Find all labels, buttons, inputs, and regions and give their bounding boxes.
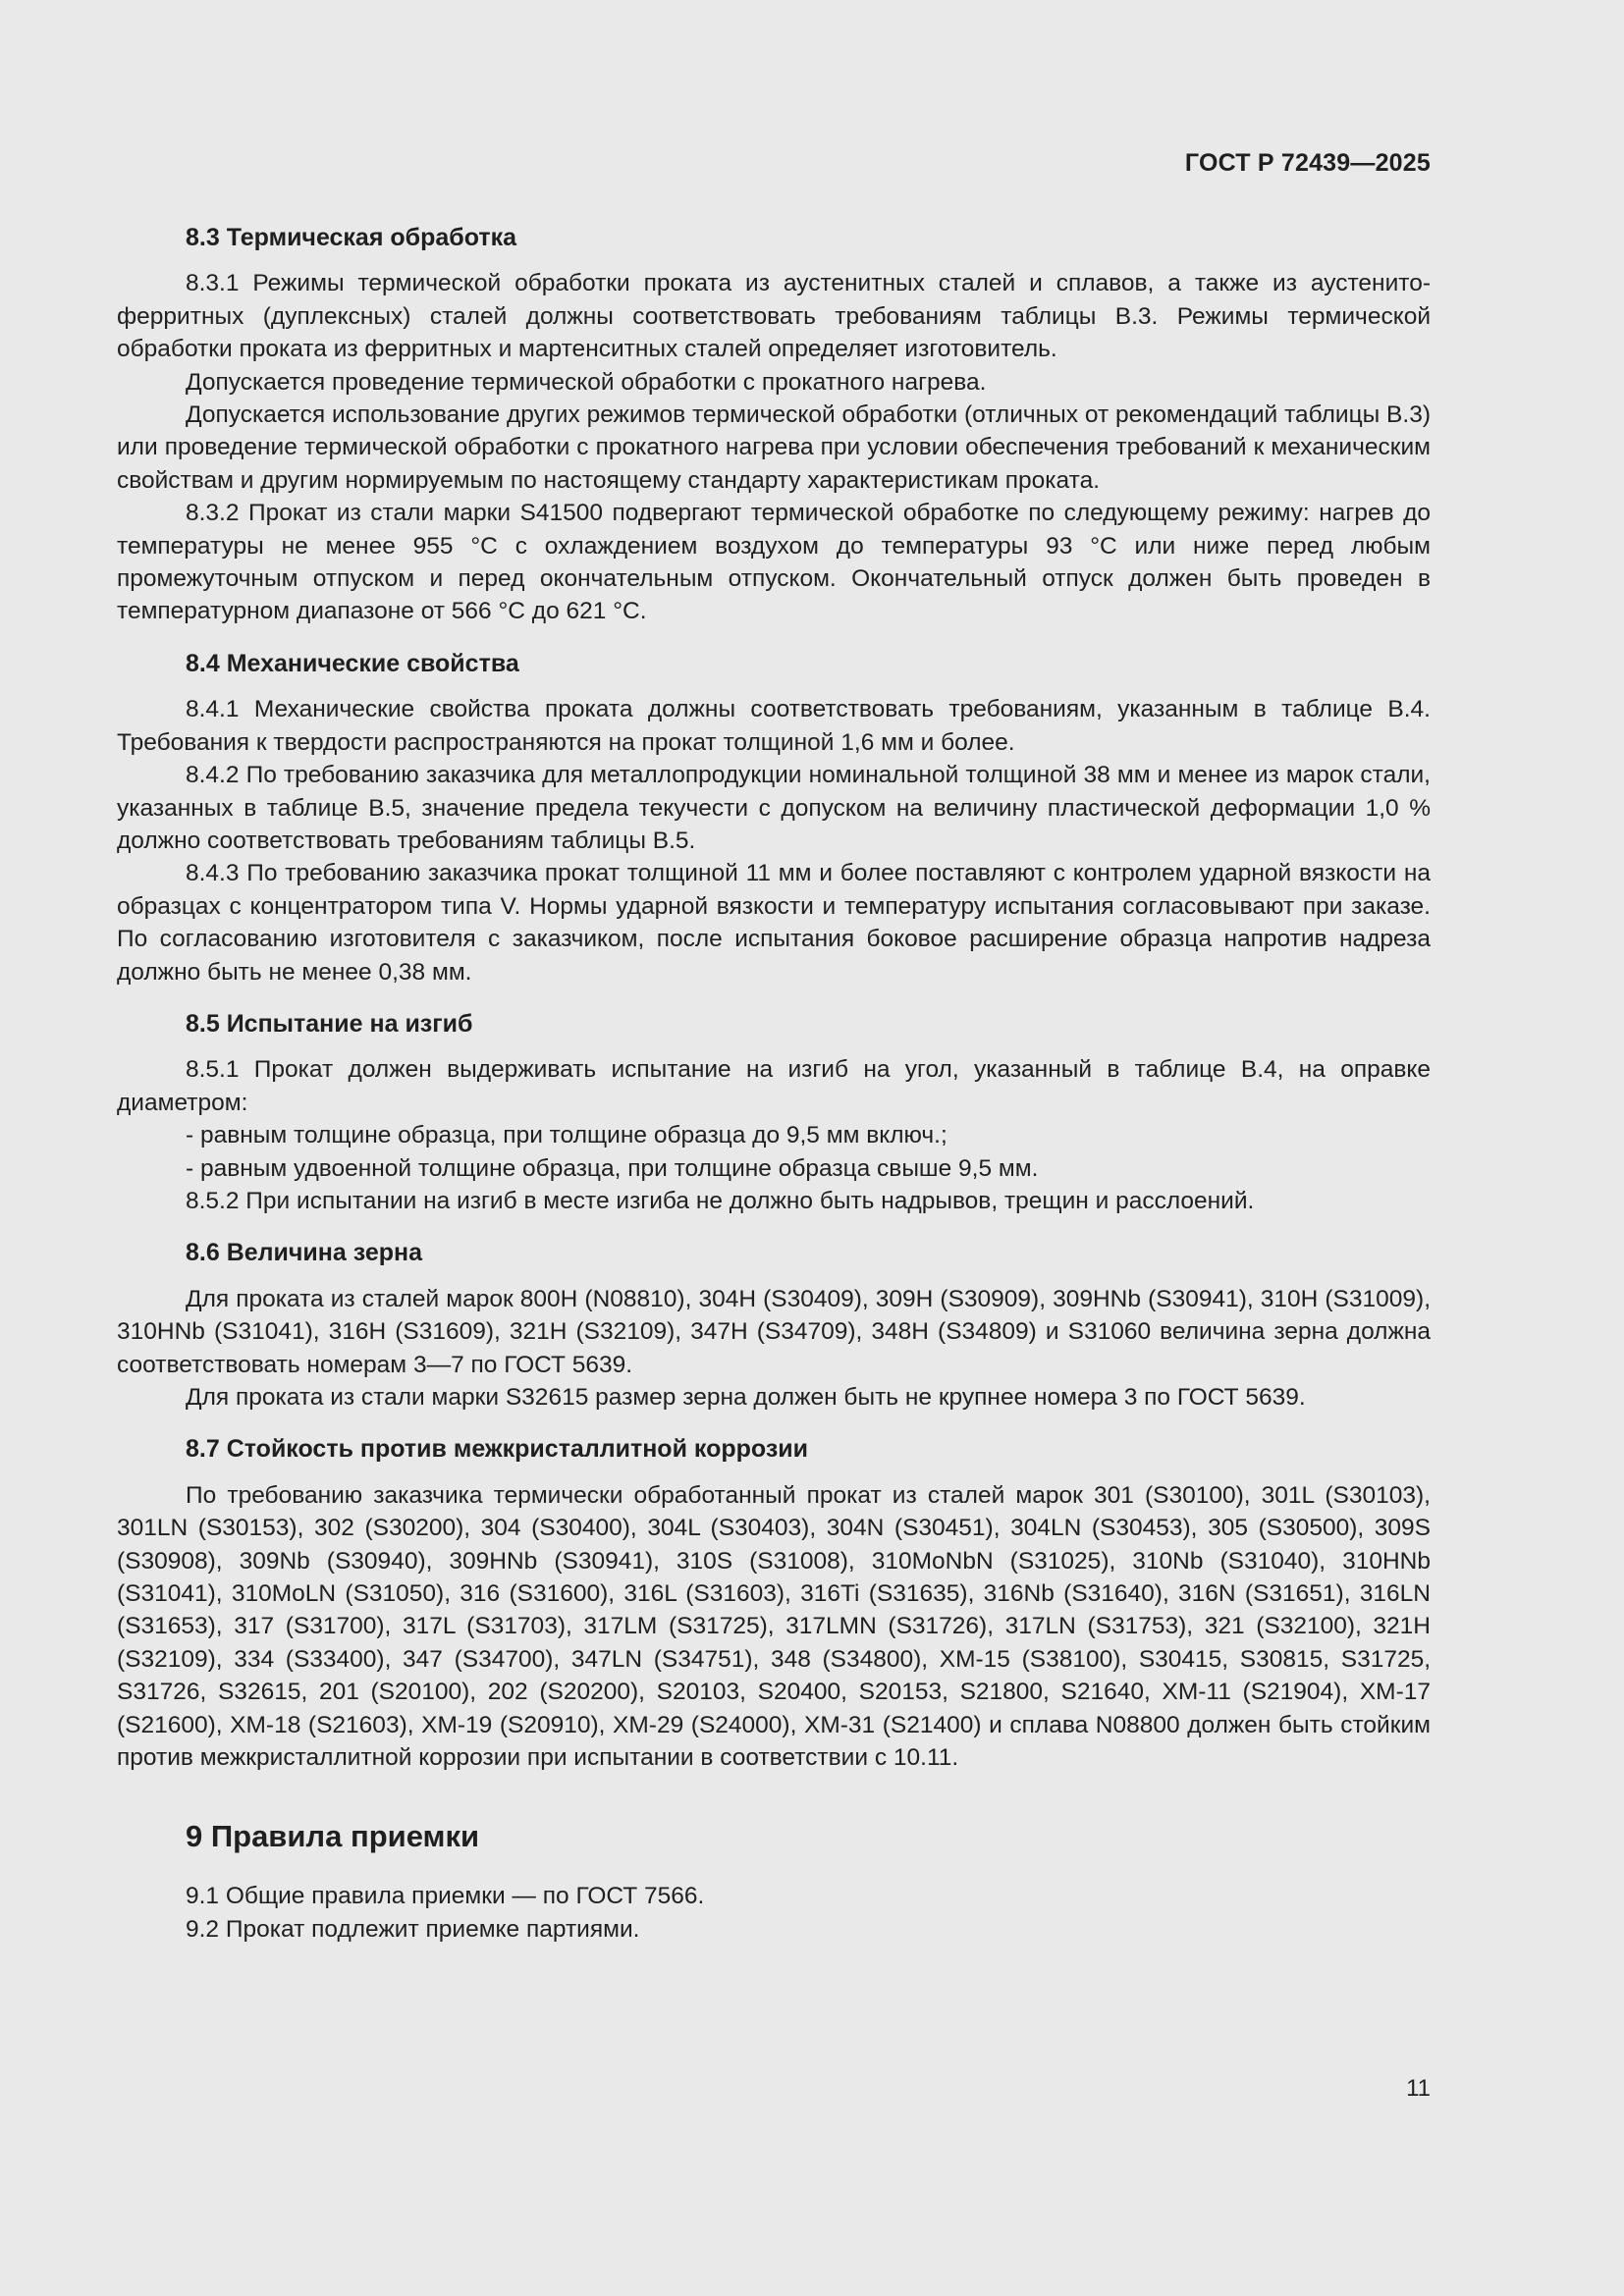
section-heading: 8.6 Величина зерна	[186, 1239, 423, 1267]
paragraph: 8.5.2 При испытании на изгиб в месте изгиба не должно быть надрывов, трещин и расслоений.	[186, 1187, 1255, 1214]
list-item: - равным удвоенной толщине образца, при толщине образца свыше 9,5 мм.	[186, 1154, 1039, 1182]
section-8-4	[117, 648, 1431, 988]
section-8-7	[117, 1433, 1431, 1774]
paragraph: 8.5.1 Прокат должен выдерживать испытание на изгиб на угол, указанный в таблице В.4, на оправке диаметром:	[117, 1056, 1431, 1116]
section-8-5	[117, 1008, 1431, 1217]
paragraph: 9.1 Общие правила приемки — по ГОСТ 7566.	[186, 1883, 705, 1910]
document-page	[117, 0, 1431, 2296]
paragraph: Для проката из стали марки S32615 размер зерна должен быть не крупнее номера 3 по ГОСТ 5639.	[186, 1384, 1306, 1411]
page-number: 11	[1406, 2075, 1431, 2102]
list-item: - равным толщине образца, при толщине образца до 9,5 мм включ.;	[186, 1122, 947, 1149]
paragraph: 8.4.3 По требованию заказчика прокат толщиной 11 мм и более поставляют с контролем ударной вязкости на образцах с концентратором типа V. Нормы ударной вязкости и температуру испытания согласовывают при заказе. По согласованию изготовителя с заказчиком, после испытания боковое расширение образца напротив надреза должно быть не менее 0,38 мм.	[117, 860, 1431, 986]
section-8-3	[117, 222, 1431, 628]
paragraph: Допускается проведение термической обработки с прокатного нагрева.	[186, 368, 987, 396]
section-heading: 8.4 Механические свойства	[186, 649, 519, 677]
paragraph: 8.4.1 Механические свойства проката должны соответствовать требованиям, указанным в таблице В.4. Требования к твердости распространяются на прокат толщиной 1,6 мм и более.	[117, 696, 1431, 756]
paragraph: 8.3.1 Режимы термической обработки проката из аустенитных сталей и сплавов, а также из аустенито-ферритных (дуплексных) сталей должны соответствовать требованиям таблицы В.3. Режимы термической обработки проката из ферритных и мартенситных сталей определяет изготовитель.	[117, 270, 1431, 363]
section-8-6	[117, 1237, 1431, 1414]
paragraph: По требованию заказчика термически обработанный прокат из сталей марок 301 (S30100), 301L (S30103), 301LN (S30153), 302 (S30200), 304 (S30400), 304L (S30403), 304N (S30451), 304LN (S30453), 305 (S30500), 309S (S30908), 309Nb (S30940), 309HNb (S30941), 310S (S31008), 310MoNbN (S31025), 310Nb (S31040), 310HNb (S31041), 310MoLN (S31050), 316 (S31600), 316L (S31603), 316Ti (S31635), 316Nb (S31640), 316N (S31651), 316LN (S31653), 317 (S31700), 317L (S31703), 317LM (S31725), 317LMN (S31726), 317LN (S31753), 321 (S32100), 321Н (S32109), 334 (S33400), 347 (S34700), 347LN (S34751), 348 (S34800), ХМ-15 (S38100), S30415, S30815, S31725, S31726, S32615, 201 (S20100), 202 (S20200), S20103, S20400, S20153, S21800, S21640, ХМ-11 (S21904), ХМ-17 (S21600), ХМ-18 (S21603), ХМ-19 (S20910), ХМ-29 (S24000), ХМ-31 (S21400) и сплава N08800 должен быть стойким против межкристаллитной коррозии при испытании в соответствии с 10.11.	[117, 1481, 1431, 1772]
section-heading: 8.7 Стойкость против межкристаллитной коррозии	[186, 1435, 808, 1464]
paragraph: Для проката из сталей марок 800Н (N08810), 304Н (S30409), 309Н (S30909), 309HNb (S30941), 310Н (S31009), 310HNb (S31041), 316Н (S31609), 321Н (S32109), 347Н (S34709), 348Н (S34809) и S31060 величина зерна должна соответствовать номерам 3—7 по ГОСТ 5639.	[117, 1285, 1431, 1378]
section-heading: 8.5 Испытание на изгиб	[186, 1009, 473, 1038]
section-heading: 8.3 Термическая обработка	[186, 224, 517, 251]
paragraph: Допускается использование других режимов термической обработки (отличных от рекомендаций таблицы В.3) или проведение термической обработки с прокатного нагрева при условии обеспечения требований к механическим свойствам и другим нормируемым по настоящему стандарту характеристикам проката.	[117, 401, 1431, 494]
document-body	[117, 222, 1431, 1946]
chapter-9	[117, 1819, 1431, 1946]
paragraph: 8.3.2 Прокат из стали марки S41500 подвергают термической обработке по следующему режиму: нагрев до температуры не менее 955 °С с охлаждением воздухом до температуры 93 °С или ниже перед любым промежуточным отпуском и перед окончательным отпуском. Окончательный отпуск должен быть проведен в температурном диапазоне от 566 °С до 621 °С.	[117, 500, 1431, 625]
document-header: ГОСТ Р 72439—2025	[1184, 149, 1431, 177]
paragraph: 8.4.2 По требованию заказчика для металлопродукции номинальной толщиной 38 мм и менее из марок стали, указанных в таблице В.5, значение предела текучести с допуском на величину пластической деформации 1,0 % должно соответствовать требованиям таблицы В.5.	[117, 762, 1431, 854]
chapter-heading: 9 Правила приемки	[186, 1819, 480, 1854]
paragraph: 9.2 Прокат подлежит приемке партиями.	[186, 1915, 640, 1943]
